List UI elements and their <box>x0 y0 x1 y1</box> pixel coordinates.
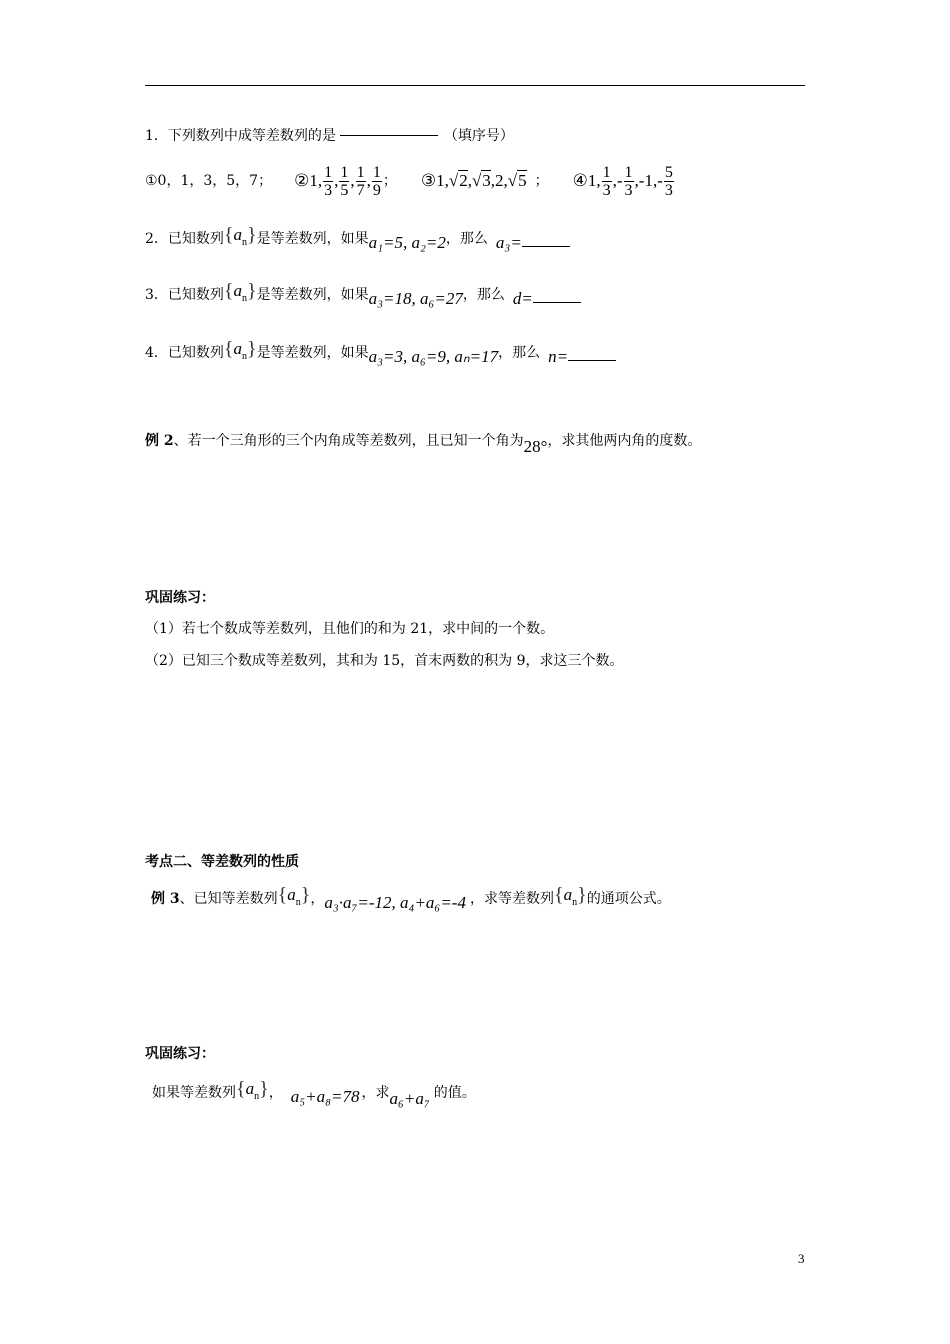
answer-blank <box>533 302 581 303</box>
option-4: ④1, $\frac{1}{3}$ ,- $\frac{1}{3}$ ,-1,- $\frac{5}{3}$ <box>572 163 673 199</box>
example-3: 例 3 、已知等差数列 $\{a_n\}$ ， a₃·a₇=-12, a₄+a₆=-4 ，求等差数列 $\{a_n\}$ 的通项公式。 <box>151 884 671 912</box>
sequence-set: $\{a_n\}$ <box>223 280 257 304</box>
condition: a₁=5, a₂=2 <box>368 233 446 252</box>
option-1: ①0，1，3，5，7； <box>145 173 273 189</box>
fraction: $\frac{1}{3}$ <box>602 163 611 199</box>
fraction: $\frac{1}{3}$ <box>624 163 633 199</box>
sequence-set: $\{a_n\}$ <box>553 884 587 908</box>
condition: a₅+a₈=78 <box>290 1087 360 1106</box>
option-3: ③1, √2 , √3 ,2, √5 ； <box>420 171 549 190</box>
fraction: $\frac{1}{3}$ <box>324 163 333 199</box>
practice-1-item-2: （2）已知三个数成等差数列，其和为 15，首末两数的积为 9，求这三个数。 <box>145 653 624 669</box>
angle-value: 28° <box>523 437 548 456</box>
practice-1-item-1: （1）若七个数成等差数列，且他们的和为 21，求中间的一个数。 <box>145 621 555 637</box>
fraction: $\frac{1}{9}$ <box>372 163 381 199</box>
sequence-set: $\{a_n\}$ <box>223 224 257 248</box>
fraction: $\frac{1}{5}$ <box>340 163 349 199</box>
fraction: $\frac{1}{7}$ <box>356 163 365 199</box>
page-number: 3 <box>798 1251 805 1266</box>
sequence-set: $\{a_n\}$ <box>223 338 257 362</box>
answer-blank <box>340 135 438 136</box>
condition: a₃·a₇=-12, a₄+a₆=-4 <box>324 893 466 912</box>
practice-2-title: 巩固练习： <box>145 1046 215 1062</box>
answer-blank <box>568 360 616 361</box>
condition: a₃=3, a₆=9, aₙ=17 <box>368 347 499 366</box>
option-2: ②1, $\frac{1}{3}$ , $\frac{1}{5}$ , $\frac{1}{7}$ , $\frac{1}{9}$ ； <box>294 163 397 199</box>
asked-value: d= <box>512 289 533 308</box>
question-2: 2．已知数列 $\{a_n\}$ 是等差数列，如果 a₁=5, a₂=2 ，那么 a₃= <box>145 224 570 254</box>
question-4: 4．已知数列 $\{a_n\}$ 是等差数列，如果 a₃=3, a₆=9, aₙ=17 ，那么 n= <box>145 338 616 368</box>
practice-2-item: 如果等差数列 $\{a_n\}$ ， a₅+a₈=78 ，求 a₆+a₇ 的值。 <box>152 1078 476 1108</box>
asked-expression: a₆+a₇ <box>389 1089 430 1108</box>
square-root: √5 <box>507 171 527 190</box>
example-3-label: 例 3 <box>151 891 180 907</box>
asked-value: a₃= <box>495 233 522 252</box>
sequence-set: $\{a_n\}$ <box>236 1078 269 1102</box>
section-2-title: 考点二、等差数列的性质 <box>145 854 299 870</box>
condition: a₃=18, a₆=27 <box>368 289 463 308</box>
example-2-label: 例 2 <box>145 433 174 449</box>
question-1 <box>145 126 514 146</box>
example-2: 例 2 、若一个三角形的三个内角成等差数列，且已知一个角为 28° ，求其他两内角的度数。 <box>145 433 702 456</box>
answer-blank <box>522 246 570 247</box>
header-rule <box>145 85 805 86</box>
question-1-options <box>145 160 675 202</box>
question-1-text: 1．下列数列中成等差数列的是 <box>145 128 336 144</box>
question-1-paren: （填序号） <box>443 128 514 144</box>
sequence-set: $\{a_n\}$ <box>277 884 311 908</box>
asked-value: n= <box>548 347 569 366</box>
question-3: 3．已知数列 $\{a_n\}$ 是等差数列，如果 a₃=18, a₆=27 ，那么 d= <box>145 280 581 310</box>
square-root: √2 <box>448 171 468 190</box>
practice-1-title: 巩固练习： <box>145 590 215 606</box>
fraction: $\frac{5}{3}$ <box>664 163 673 199</box>
square-root: √3 <box>471 171 491 190</box>
